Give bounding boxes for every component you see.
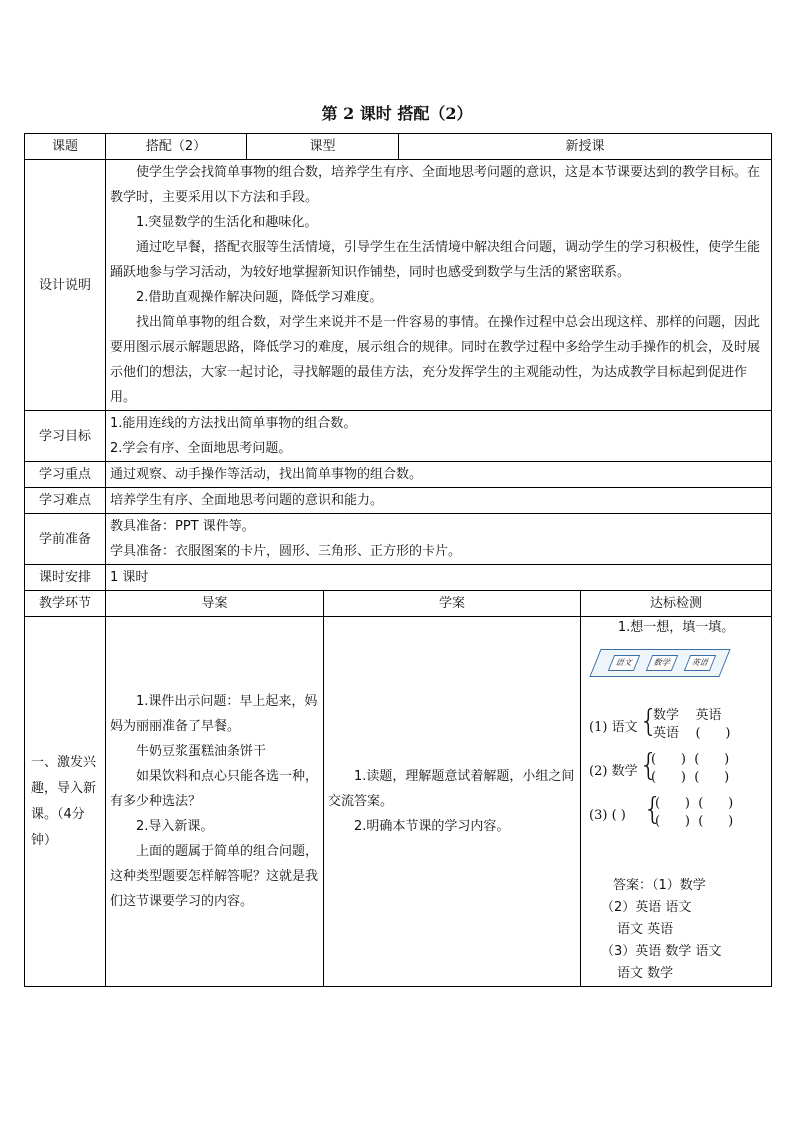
- design-row: [25, 160, 772, 411]
- goal-item: 1.能用连线的方法找出简单事物的组合数。: [110, 416, 357, 431]
- goals-label: 学习目标: [25, 411, 106, 462]
- difficulty-row: [25, 488, 772, 514]
- exercise-row: ( ) ( ): [651, 752, 730, 767]
- exercise-2: [581, 748, 771, 785]
- topic-row: [25, 134, 772, 160]
- section-row: [25, 617, 772, 987]
- study-header: 学案: [324, 591, 581, 617]
- prep-item: 学具准备：衣服图案的卡片，圆形、三角形、正方形的卡片。: [110, 544, 462, 559]
- answer-line: （2）英语 语文: [601, 900, 692, 915]
- study-item: 2.明确本节课的学习内容。: [354, 819, 510, 834]
- book-english: 英语: [684, 655, 716, 671]
- design-paragraph: 使学生学会找简单事物的组合数，培养学生有序、全面地思考问题的意识，这是本节课要达到的教学目标。在教学时，主要采用以下方法和手段。: [110, 165, 761, 205]
- guide-item: 如果饮料和点心只能各选一种，有多少种选法？: [110, 769, 319, 809]
- exercise-label: (3) ( ): [589, 808, 626, 823]
- check-heading: 1.想一想，填一填。: [617, 620, 735, 635]
- schedule-value: 1 课时: [106, 565, 772, 591]
- answer-line: 答案：（1）数学: [613, 878, 706, 893]
- key-point-value: 通过观察、动手操作等活动，找出简单事物的组合数。: [106, 462, 772, 488]
- difficulty-label: 学习难点: [25, 488, 106, 514]
- schedule-label: 课时安排: [25, 565, 106, 591]
- exercise-row: ( ) ( ): [655, 814, 734, 829]
- section-stage: [25, 617, 106, 987]
- exercise-row: ( ) ( ): [651, 770, 730, 785]
- design-content: [106, 160, 772, 411]
- exercise-row: 英语 ( ): [653, 726, 731, 741]
- key-point-label: 学习重点: [25, 462, 106, 488]
- goals-row: [25, 411, 772, 462]
- stage-header: 教学环节: [25, 591, 106, 617]
- guide-item: 1.课件出示问题：早上起来，妈妈为丽丽准备了早餐。: [110, 694, 318, 734]
- key-point-row: [25, 462, 772, 488]
- goals-content: [106, 411, 772, 462]
- design-paragraph: 2.借助直观操作解决问题，降低学习难度。: [136, 290, 383, 305]
- section-guide: [106, 617, 324, 987]
- section-study: [324, 617, 581, 987]
- prep-label: 学前准备: [25, 514, 106, 565]
- brace-icon: {: [639, 748, 659, 783]
- guide-item: 2.导入新课。: [136, 819, 214, 834]
- exercise-row: 数学 英语: [653, 708, 722, 723]
- lesson-type-label: 课型: [247, 134, 399, 160]
- section-check: [581, 617, 772, 987]
- brace-icon: {: [643, 792, 663, 827]
- guide-item: 上面的题属于简单的组合问题，这种类型题要怎样解答呢？这就是我们这节课要学习的内容。: [110, 844, 319, 909]
- book-math: 数学: [646, 655, 678, 671]
- study-item: 1.读题，理解题意试着解题，小组之间交流答案。: [328, 769, 575, 809]
- guide-item: 牛奶豆浆蛋糕油条饼干: [136, 744, 267, 759]
- lesson-plan-table: [24, 133, 772, 987]
- design-label: 设计说明: [25, 160, 106, 411]
- books-illustration: [589, 643, 739, 689]
- difficulty-value: 培养学生有序、全面地思考问题的意识和能力。: [106, 488, 772, 514]
- exercise-label: (1) 语文: [589, 720, 638, 735]
- design-paragraph: 找出简单事物的组合数，对学生来说并不是一件容易的事情。在操作过程中总会出现这样、那样的问题，因此要用图示展示解题思路，降低学习的难度，展示组合的规律。同时在教学过程中多给学生动手操作的机会，及时展示他们的想法，大家一起讨论，寻找解题的最佳方法，充分发挥学生的主观能动性，为达成教学目标起到促进作用。: [110, 315, 761, 405]
- answer-block: [601, 875, 771, 985]
- prep-item: 教具准备：PPT 课件等。: [110, 519, 255, 534]
- topic-label: 课题: [25, 134, 106, 160]
- prep-content: [106, 514, 772, 565]
- prep-row: [25, 514, 772, 565]
- exercise-1: [581, 704, 771, 741]
- column-header-row: [25, 591, 772, 617]
- lesson-type-value: 新授课: [399, 134, 772, 160]
- book-chinese: 语文: [608, 655, 640, 671]
- answer-line: （3）英语 数学 语文: [601, 944, 722, 959]
- section-stage-text: 一、激发兴趣，导入新课。（4分钟）: [31, 754, 97, 848]
- design-paragraph: 通过吃早餐，搭配衣服等生活情境，引导学生在生活情境中解决组合问题，调动学生的学习积极性，使学生能踊跃地参与学习活动，为较好地掌握新知识作铺垫，同时也感受到数学与生活的紧密联系。: [110, 240, 761, 280]
- topic-value: 搭配（2）: [106, 134, 247, 160]
- check-header: 达标检测: [581, 591, 772, 617]
- answer-line: 语文 数学: [617, 966, 674, 981]
- schedule-row: [25, 565, 772, 591]
- design-paragraph: 1.突显数学的生活化和趣味化。: [136, 215, 318, 230]
- exercise-row: ( ) ( ): [655, 796, 734, 811]
- page-title: 第 2 课时 搭配（2）: [321, 104, 473, 123]
- brace-icon: {: [639, 704, 659, 739]
- exercise-3: [581, 792, 771, 829]
- exercise-label: (2) 数学: [589, 764, 638, 779]
- guide-header: 导案: [106, 591, 324, 617]
- goal-item: 2.学会有序、全面地思考问题。: [110, 441, 292, 456]
- answer-line: 语文 英语: [617, 922, 674, 937]
